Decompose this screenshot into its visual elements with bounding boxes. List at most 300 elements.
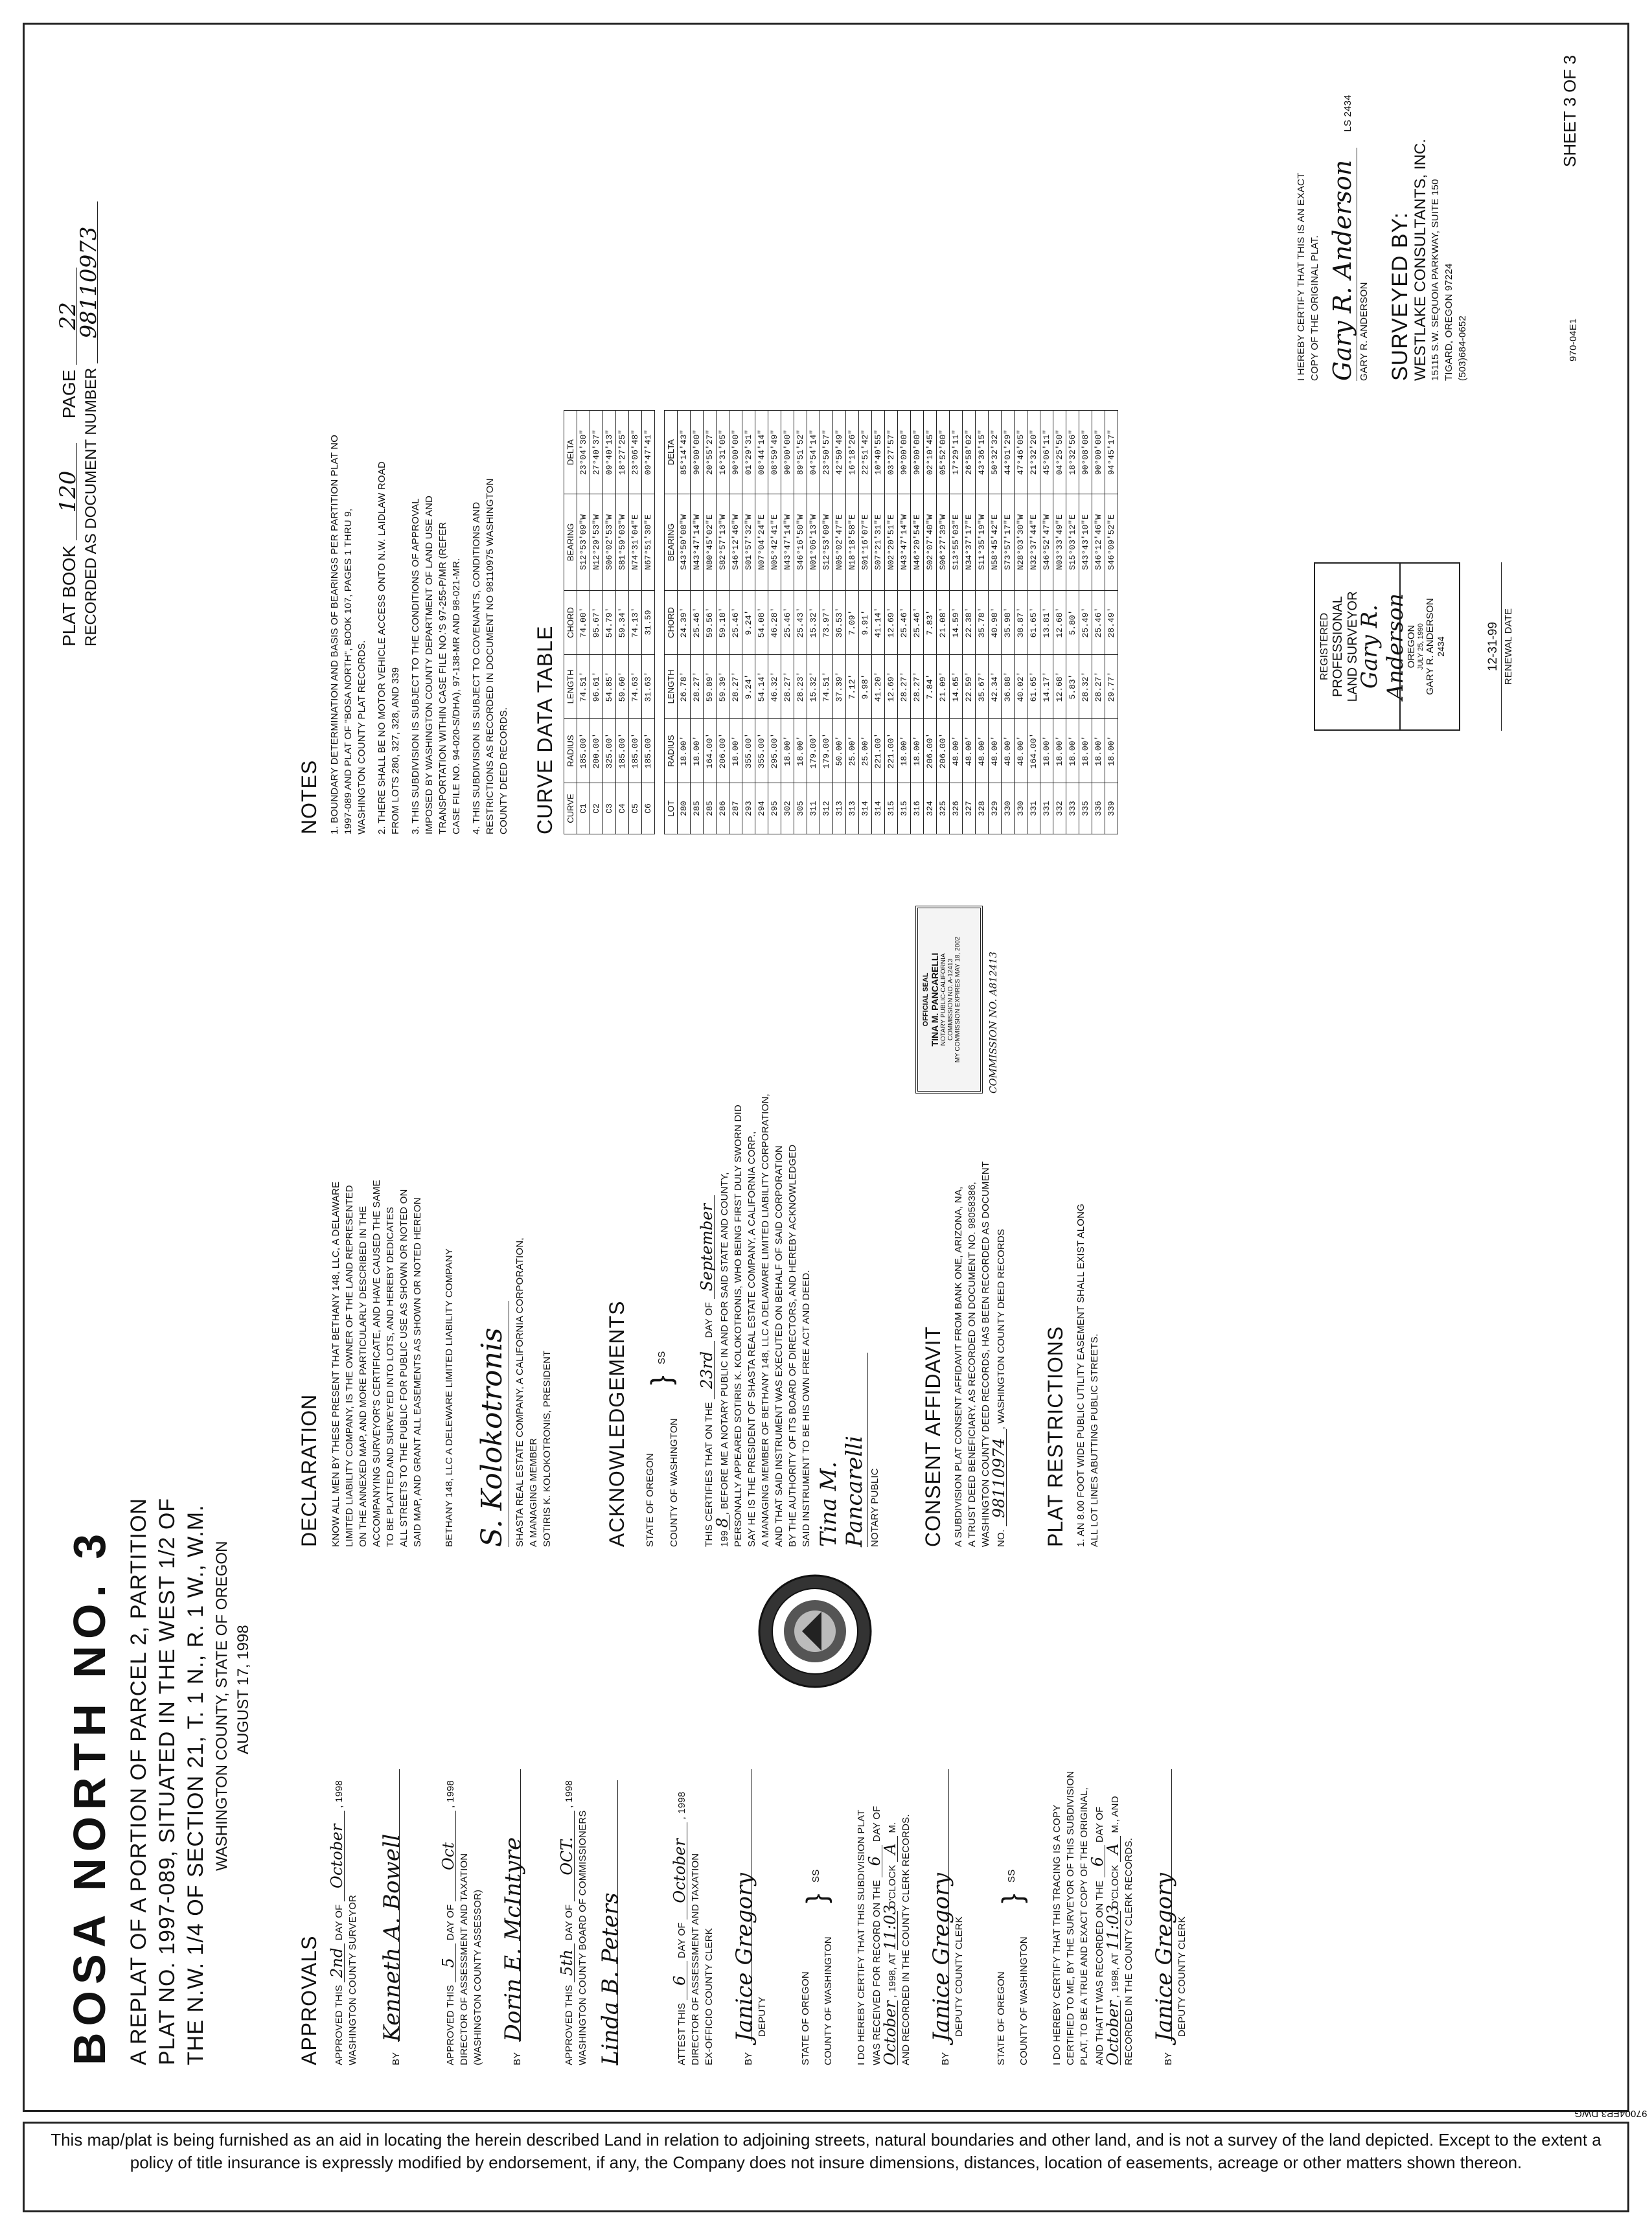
lot-row bbox=[717, 411, 729, 834]
table-cell: 18.00' bbox=[898, 719, 911, 783]
table-cell: 40.02' bbox=[1015, 655, 1027, 719]
table-cell: 59.60' bbox=[616, 655, 629, 719]
table-cell: C6 bbox=[642, 783, 655, 834]
lot-row bbox=[1105, 411, 1118, 834]
table-cell: 04°25'50" bbox=[1053, 411, 1066, 494]
surveyed-by-label: SURVEYED BY: bbox=[1388, 212, 1412, 381]
lot-row bbox=[1079, 411, 1092, 834]
table-cell: 48.00' bbox=[1015, 719, 1027, 783]
table-cell: 44°01'29" bbox=[1002, 411, 1015, 494]
attest-day: 6 bbox=[673, 1961, 687, 2000]
table-cell: S73°57'17"E bbox=[1002, 494, 1015, 591]
table-cell: 331 bbox=[1040, 783, 1053, 834]
attest-deputy: DEPUTY bbox=[757, 1996, 768, 2037]
table-cell: 61.65' bbox=[1027, 655, 1040, 719]
table-cell: 90°00'00" bbox=[781, 411, 794, 494]
county-1: COUNTY OF WASHINGTON bbox=[823, 1936, 834, 2065]
table-cell: 89°51'52" bbox=[794, 411, 807, 494]
title-county: WASHINGTON COUNTY, STATE OF OREGON bbox=[213, 1541, 231, 1871]
table-cell: 45°06'11" bbox=[1040, 411, 1053, 494]
table-cell: 25.49' bbox=[1079, 591, 1092, 655]
table-cell: 09°47'41" bbox=[642, 411, 655, 494]
table-cell: 16°31'05" bbox=[717, 411, 729, 494]
table-cell: 38.87' bbox=[1015, 591, 1027, 655]
approval-2-year: , 1998 bbox=[445, 1780, 456, 1808]
cert-2-line-5c: M., AND bbox=[1110, 1796, 1121, 1833]
state-2: STATE OF OREGON bbox=[996, 1971, 1007, 2065]
table-cell: 15.32' bbox=[807, 655, 820, 719]
title-line-3: THE N.W. 1/4 OF SECTION 21, T. 1 N., R. 1 W., W.M. bbox=[183, 1504, 208, 2065]
table-cell: 28.27' bbox=[1092, 655, 1105, 719]
attest-title-1: DIRECTOR OF ASSESSMENT AND TAXATION bbox=[690, 1853, 701, 2065]
table-cell: 36.53' bbox=[833, 591, 846, 655]
curve-rows bbox=[577, 411, 655, 834]
table-cell: 314 bbox=[872, 783, 885, 834]
stamp-name: GARY R. ANDERSON bbox=[1425, 598, 1436, 695]
table-cell: 13.81' bbox=[1040, 591, 1053, 655]
cert-1-month: October bbox=[881, 2000, 899, 2065]
table-cell: 312 bbox=[820, 783, 833, 834]
approval-1-month: October bbox=[330, 1811, 345, 1901]
surveyor-cert-line-1: I HEREBY CERTIFY THAT THIS IS AN EXACT bbox=[1296, 172, 1307, 381]
cert-1-time: 11:03 bbox=[881, 1905, 899, 1951]
surveyor-address-2: TIGARD, OREGON 97224 bbox=[1443, 263, 1454, 381]
table-cell: 28.27' bbox=[781, 655, 794, 719]
table-cell: 20°55'27" bbox=[704, 411, 717, 494]
table-cell: N43°47'14"W bbox=[898, 494, 911, 591]
curve-row bbox=[642, 411, 655, 834]
table-cell: 31.59 bbox=[642, 591, 655, 655]
table-cell: 339 bbox=[1105, 783, 1118, 834]
lot-table-header bbox=[665, 411, 678, 834]
table-cell: 295.00' bbox=[768, 719, 781, 783]
table-cell: 10°40'55" bbox=[872, 411, 885, 494]
page-value: 22 bbox=[60, 268, 77, 365]
declaration-line: ACCOMPANYING SURVEYOR'S CERTIFICATE, AND HAVE CAUSED THE SAME bbox=[371, 1180, 382, 1547]
table-cell: 12.69' bbox=[885, 655, 898, 719]
seal-line-5: MY COMMISSION EXPIRES MAY 18, 2002 bbox=[954, 936, 961, 1063]
table-cell: 43°36'15" bbox=[976, 411, 989, 494]
curve-row bbox=[629, 411, 642, 834]
cert-2-line-6: RECORDED IN THE COUNTY CLERK RECORDS. bbox=[1123, 1837, 1134, 2065]
table-cell: C3 bbox=[603, 783, 616, 834]
lot-row bbox=[1066, 411, 1079, 834]
approval-3-month: OCT. bbox=[560, 1811, 575, 1901]
approval-3-title: WASHINGTON COUNTY BOARD OF COMMISSIONERS bbox=[577, 1810, 588, 2065]
table-cell: 74.00' bbox=[577, 591, 590, 655]
table-cell: 54.14' bbox=[755, 655, 768, 719]
ack-line: SAID INSTRUMENT TO BE HIS OWN FREE ACT AND DEED. bbox=[801, 1270, 812, 1547]
approval-1-signature: Kenneth A. Bowell bbox=[385, 1769, 400, 2041]
stamp-line-2: PROFESSIONAL bbox=[1331, 596, 1345, 697]
recorded-label: RECORDED AS DOCUMENT NUMBER bbox=[82, 367, 100, 647]
table-cell: 04°54'14" bbox=[807, 411, 820, 494]
attest-text: ATTEST THIS bbox=[676, 2002, 687, 2065]
table-cell: 18.00' bbox=[911, 719, 924, 783]
table-cell: S01°57'32"W bbox=[742, 494, 755, 591]
table-cell: S43°43'10"E bbox=[1079, 494, 1092, 591]
table-cell: 21.09' bbox=[937, 655, 950, 719]
table-cell: 25.43' bbox=[794, 591, 807, 655]
note-line: FROM LOTS 280, 327, 328, AND 339 bbox=[390, 667, 401, 834]
table-cell: 48.00' bbox=[1002, 719, 1015, 783]
table-cell: 48.00' bbox=[950, 719, 963, 783]
table-cell: 18.00' bbox=[781, 719, 794, 783]
title-line-1: A REPLAT OF A PORTION OF PARCEL 2, PARTITION bbox=[126, 1498, 151, 2065]
table-cell: N43°47'14"W bbox=[781, 494, 794, 591]
table-cell: 90°00'00" bbox=[729, 411, 742, 494]
notary-stamp bbox=[915, 906, 983, 1094]
note-line: 1997-089 AND PLAT OF "BOSA NORTH", BOOK 107, PAGES 1 THRU 9, bbox=[343, 508, 354, 834]
restrictions-heading: PLAT RESTRICTIONS bbox=[1044, 1325, 1067, 1547]
lot-row bbox=[1092, 411, 1105, 834]
surveyor-stamp-lower bbox=[1399, 562, 1460, 731]
brace-1: } bbox=[801, 1894, 832, 1903]
table-cell: 27°40'37" bbox=[590, 411, 603, 494]
declaration-line: TO BE PLATTED AND SURVEYED INTO LOTS, AND HEREBY DEDICATES bbox=[385, 1206, 396, 1547]
restriction-line-2: ALL LOT LINES ABUTTING PUBLIC STREETS. bbox=[1089, 1333, 1100, 1547]
renewal-date-value: 12-31-99 bbox=[1485, 562, 1502, 731]
lot-row bbox=[742, 411, 755, 834]
table-cell: 17°29'11" bbox=[950, 411, 963, 494]
table-cell: 325.00' bbox=[603, 719, 616, 783]
table-cell: 287 bbox=[729, 783, 742, 834]
cert-1-line-4: AND RECORDED IN THE COUNTY CLERK RECORDS. bbox=[901, 1814, 912, 2065]
col-curve: CURVE bbox=[564, 783, 577, 834]
table-cell: S46°16'50"W bbox=[794, 494, 807, 591]
curve-row bbox=[616, 411, 629, 834]
table-cell: N28°03'30"W bbox=[1015, 494, 1027, 591]
col-delta: DELTA bbox=[564, 411, 577, 494]
table-cell: 23°50'57" bbox=[820, 411, 833, 494]
table-cell: S02°07'40"W bbox=[924, 494, 937, 591]
cert-2-line-4a: AND THAT IT WAS RECORDED ON THE bbox=[1094, 1880, 1105, 2065]
ack-line: SAY HE IS THE PRESIDENT OF SHASTA REAL ESTATE COMPANY, A CALIFORNIA CORP., bbox=[746, 1131, 757, 1547]
table-cell: 37.39' bbox=[833, 655, 846, 719]
approval-2-title-2: (WASHINGTON COUNTY ASSESSOR) bbox=[472, 1889, 483, 2065]
table-cell: 16°18'26" bbox=[846, 411, 859, 494]
table-cell: 73.97' bbox=[820, 591, 833, 655]
lot-row bbox=[807, 411, 820, 834]
surveyor-phone: (503)684-0652 bbox=[1457, 315, 1468, 381]
surveyor-signature: Gary R. Anderson bbox=[1328, 148, 1357, 381]
cert-2-line-4b: DAY OF bbox=[1094, 1806, 1105, 1843]
table-cell: 50°32'32" bbox=[989, 411, 1002, 494]
table-cell: 179.00' bbox=[807, 719, 820, 783]
table-cell: S06°02'53"W bbox=[603, 494, 616, 591]
table-cell: 54.79' bbox=[603, 591, 616, 655]
table-cell: 74.13' bbox=[629, 591, 642, 655]
lot-row bbox=[950, 411, 963, 834]
table-cell: 25.46' bbox=[1092, 591, 1105, 655]
notes-heading: NOTES bbox=[297, 759, 321, 834]
table-cell: 185.00' bbox=[629, 719, 642, 783]
table-cell: 40.98' bbox=[989, 591, 1002, 655]
title-line-2: PLAT NO. 1997-089, SITUATED IN THE WEST 1/2 OF bbox=[155, 1497, 179, 2065]
col-bearing: BEARING bbox=[665, 494, 678, 591]
table-cell: 164.00' bbox=[704, 719, 717, 783]
stamp-line-3: LAND SURVEYOR bbox=[1346, 591, 1360, 702]
consent-line-4a: NO. bbox=[996, 1529, 1007, 1547]
table-cell: 08°44'14" bbox=[755, 411, 768, 494]
lot-row bbox=[976, 411, 989, 834]
table-cell: 7.09' bbox=[846, 591, 859, 655]
table-cell: 12.69' bbox=[885, 591, 898, 655]
ack-year: 8 bbox=[716, 1515, 730, 1530]
ack-line-1b: DAY OF bbox=[704, 1301, 715, 1338]
table-cell: 5.83' bbox=[1066, 655, 1079, 719]
surveyor-certification bbox=[1294, 57, 1469, 381]
table-cell: 336 bbox=[1092, 783, 1105, 834]
table-cell: S11°35'19"W bbox=[976, 494, 989, 591]
table-cell: 02°10'45" bbox=[924, 411, 937, 494]
table-cell: 313 bbox=[846, 783, 859, 834]
table-cell: 90°00'00" bbox=[911, 411, 924, 494]
table-cell: 31.63' bbox=[642, 655, 655, 719]
lot-row bbox=[794, 411, 807, 834]
lot-row bbox=[691, 411, 704, 834]
table-cell: S46°09'52"E bbox=[1105, 494, 1118, 591]
cert-2-month: October bbox=[1104, 2000, 1122, 2065]
table-cell: 23°06'48" bbox=[629, 411, 642, 494]
lot-rows bbox=[678, 411, 1118, 834]
approval-3-year: , 1998 bbox=[564, 1780, 575, 1808]
approval-3-signature: Linda B. Peters bbox=[604, 1780, 618, 2065]
ack-line: BY THE AUTHORITY OF ITS BOARD OF DIRECTORS, AND HEREBY ACKNOWLEDGED bbox=[787, 1144, 798, 1547]
lot-row bbox=[704, 411, 717, 834]
table-cell: 59.39' bbox=[717, 655, 729, 719]
table-cell: 18.00' bbox=[1092, 719, 1105, 783]
table-cell: 314 bbox=[859, 783, 872, 834]
table-cell: 22.38' bbox=[963, 591, 976, 655]
ack-line: A MANAGING MEMBER OF BETHANY 148, LLC A DELAWARE LIMITED LIABILITY CORPORATION, bbox=[760, 1094, 771, 1547]
plat-book-value: 120 bbox=[60, 443, 77, 540]
table-cell: N74°31'04"E bbox=[629, 494, 642, 591]
table-cell: 41.20' bbox=[872, 655, 885, 719]
col-radius: RADIUS bbox=[665, 719, 678, 783]
plat-sheet bbox=[23, 23, 1629, 2112]
table-cell: 293 bbox=[742, 783, 755, 834]
table-cell: 59.89' bbox=[704, 655, 717, 719]
table-cell: 74.51' bbox=[820, 655, 833, 719]
table-cell: S12°53'09"W bbox=[577, 494, 590, 591]
table-cell: N80°45'02"E bbox=[704, 494, 717, 591]
ack-brace: } bbox=[645, 1375, 677, 1385]
declaration-line: SAID MAP, AND GRANT ALL EASEMENTS AS SHOWN OR NOTED HEREON bbox=[412, 1197, 423, 1547]
ack-line-1a: THIS CERTIFIES THAT ON THE bbox=[704, 1402, 715, 1547]
table-cell: 330 bbox=[1015, 783, 1027, 834]
note-line: WASHINGTON COUNTY PLAT RECORDS. bbox=[356, 640, 367, 834]
table-cell: 95.67' bbox=[590, 591, 603, 655]
table-cell: N07°04'24"E bbox=[755, 494, 768, 591]
cert-2-oclock: O'CLOCK bbox=[1110, 1864, 1121, 1908]
table-cell: 41.14' bbox=[872, 591, 885, 655]
table-cell: S13°55'03"E bbox=[950, 494, 963, 591]
table-cell: 90°00'00" bbox=[691, 411, 704, 494]
col-radius: RADIUS bbox=[564, 719, 577, 783]
table-cell: 48.00' bbox=[963, 719, 976, 783]
cert-2-signature: Janice Gregory bbox=[1158, 1769, 1172, 2041]
table-cell: 28.49' bbox=[1105, 591, 1118, 655]
cert-2-line-5a: , 1998, AT bbox=[1110, 1953, 1121, 1998]
table-cell: 206.00' bbox=[937, 719, 950, 783]
note-line: 3. THIS SUBDIVISION IS SUBJECT TO THE CONDITIONS OF APPROVAL bbox=[410, 498, 421, 834]
table-cell: 330 bbox=[1002, 783, 1015, 834]
renewal-date-label: RENEWAL DATE bbox=[1503, 608, 1514, 685]
declaration-line: KNOW ALL MEN BY THESE PRESENT THAT BETHANY 148, LLC, A DELAWARE bbox=[330, 1181, 341, 1547]
table-cell: 18.00' bbox=[1066, 719, 1079, 783]
declaration-line: ON THE ANNEXED MAP, AND MORE PARTICULARLY DESCRIBED IN THE bbox=[358, 1206, 369, 1547]
approval-1-text: APPROVED THIS bbox=[334, 1984, 345, 2065]
ss-2: SS bbox=[1006, 1869, 1017, 1883]
surveyor-address-1: 15115 S.W. SEQUOIA PARKWAY, SUITE 150 bbox=[1430, 179, 1441, 381]
cert-1-line-2b: DAY OF bbox=[871, 1805, 882, 1842]
curve-table-heading: CURVE DATA TABLE bbox=[533, 625, 556, 834]
table-cell: 50.00' bbox=[833, 719, 846, 783]
table-cell: S82°57'13"W bbox=[717, 494, 729, 591]
table-cell: 90°00'00" bbox=[1092, 411, 1105, 494]
table-cell: 18.00' bbox=[678, 719, 691, 783]
lot-row bbox=[781, 411, 794, 834]
attest-by: BY bbox=[743, 2052, 754, 2065]
lot-row bbox=[846, 411, 859, 834]
table-cell: 35.67' bbox=[976, 655, 989, 719]
table-cell: 164.00' bbox=[1027, 719, 1040, 783]
sheet-number: SHEET 3 OF 3 bbox=[1560, 55, 1579, 167]
surveyor-firm: WESTLAKE CONSULTANTS, INC. bbox=[1412, 139, 1429, 381]
table-cell: 26.78' bbox=[678, 655, 691, 719]
lot-row bbox=[885, 411, 898, 834]
approval-1-title: WASHINGTON COUNTY SURVEYOR bbox=[347, 1894, 358, 2065]
cert-2-line-2: CERTIFIED TO ME, BY THE SURVEYOR OF THIS SUBDIVISION bbox=[1065, 1771, 1076, 2065]
table-cell: 328 bbox=[976, 783, 989, 834]
lot-row bbox=[678, 411, 691, 834]
lot-curve-table bbox=[664, 410, 1118, 834]
approval-1-day: 2nd bbox=[330, 1943, 345, 1982]
table-cell: 28.27' bbox=[911, 655, 924, 719]
notary-signature: Tina M. Pancarelli bbox=[816, 1353, 868, 1547]
stamp-line-1: REGISTERED bbox=[1319, 613, 1330, 681]
table-cell: N32°37'44"E bbox=[1027, 494, 1040, 591]
table-cell: 85°14'43" bbox=[678, 411, 691, 494]
approval-1-of: DAY OF bbox=[334, 1904, 345, 1941]
table-cell: 18.00' bbox=[729, 719, 742, 783]
table-cell: 59.56' bbox=[704, 591, 717, 655]
note-line: CASE FILE NO. 94-020-S/DHA), 97-138-MR AND 98-021-MR. bbox=[451, 558, 462, 834]
table-cell: 25.46' bbox=[898, 591, 911, 655]
ack-month: September bbox=[700, 1195, 715, 1299]
attest-month: October bbox=[673, 1822, 687, 1920]
title-date: AUGUST 17, 1998 bbox=[235, 1625, 252, 1754]
approval-3-of: DAY OF bbox=[564, 1904, 575, 1941]
table-cell: 74.51' bbox=[577, 655, 590, 719]
attest-title-2: EX-OFFICIO COUNTY CLERK bbox=[704, 1928, 715, 2065]
table-cell: S07°21'31"E bbox=[872, 494, 885, 591]
lot-row bbox=[1053, 411, 1066, 834]
table-cell: 36.88' bbox=[1002, 655, 1015, 719]
table-cell: 35.78' bbox=[976, 591, 989, 655]
table-cell: 9.24' bbox=[742, 591, 755, 655]
lot-row bbox=[872, 411, 885, 834]
table-cell: S81°59'03"W bbox=[616, 494, 629, 591]
table-cell: 302 bbox=[781, 783, 794, 834]
cert-2-ampm: A bbox=[1107, 1836, 1121, 1862]
cert-2-title: DEPUTY COUNTY CLERK bbox=[1176, 1916, 1187, 2037]
table-cell: 324 bbox=[924, 783, 937, 834]
table-cell: S46°52'47"W bbox=[1040, 494, 1053, 591]
table-cell: S01°16'07"E bbox=[859, 494, 872, 591]
table-cell: N43°47'14"W bbox=[691, 494, 704, 591]
table-cell: 280 bbox=[678, 783, 691, 834]
table-cell: 206.00' bbox=[924, 719, 937, 783]
cert-1-line-3b: , 1998, AT bbox=[887, 1953, 898, 1998]
approval-2-of: DAY OF bbox=[445, 1904, 456, 1941]
table-cell: 35.98' bbox=[1002, 591, 1015, 655]
state-1: STATE OF OREGON bbox=[800, 1971, 811, 2065]
cert-2-line-1: I DO HEREBY CERTIFY THAT THIS TRACING IS A COPY bbox=[1051, 1804, 1062, 2065]
table-cell: 47°46'05" bbox=[1015, 411, 1027, 494]
table-cell: 05°52'00" bbox=[937, 411, 950, 494]
table-cell: 14.65' bbox=[950, 655, 963, 719]
cert-1-line-1: I DO HEREBY CERTIFY THAT THIS SUBDIVISION PLAT bbox=[856, 1809, 867, 2065]
table-cell: 206.00' bbox=[717, 719, 729, 783]
cert-2-line-3: PLAT, TO BE A TRUE AND EXACT COPY OF THE ORIGINAL, bbox=[1079, 1787, 1090, 2065]
table-cell: 48.00' bbox=[989, 719, 1002, 783]
notary-label: NOTARY PUBLIC bbox=[869, 1468, 880, 1547]
col-chord: CHORD bbox=[564, 591, 577, 655]
stamp-state: OREGON bbox=[1406, 625, 1417, 669]
table-cell: 185.00' bbox=[642, 719, 655, 783]
table-cell: 5.80' bbox=[1066, 591, 1079, 655]
table-cell: N02°20'51"E bbox=[885, 494, 898, 591]
col-lot: LOT bbox=[665, 783, 678, 834]
table-cell: N34°37'17"E bbox=[963, 494, 976, 591]
table-cell: 15.32' bbox=[807, 591, 820, 655]
disclaimer-text: This map/plat is being furnished as an aid in locating the herein described Land in relation to adjoining streets, natural boundaries and other land, and is not a survey of the land depicted. Except to the extent a policy of title insurance is expressly modified by endorsement, if any, the Company does not insure dimensions, distances, location of easements, acreage or other matters shown thereon. bbox=[51, 2130, 1601, 2172]
table-cell: 28.27' bbox=[898, 655, 911, 719]
table-cell: C1 bbox=[577, 783, 590, 834]
curve-row bbox=[603, 411, 616, 834]
table-cell: 18.00' bbox=[1053, 719, 1066, 783]
consent-document-number: 98110974 bbox=[992, 1429, 1007, 1526]
ss-1: SS bbox=[810, 1869, 821, 1883]
table-cell: 54.85' bbox=[603, 655, 616, 719]
cert-2-day: 6 bbox=[1091, 1846, 1105, 1878]
table-cell: 335 bbox=[1079, 783, 1092, 834]
page-label: PAGE bbox=[59, 369, 79, 419]
table-cell: 21°32'20" bbox=[1027, 411, 1040, 494]
declaration-president: SOTIRIS K. KOLOKOTRONIS, PRESIDENT bbox=[542, 1350, 553, 1547]
table-cell: 221.00' bbox=[885, 719, 898, 783]
table-cell: 96.61' bbox=[590, 655, 603, 719]
county-seal bbox=[757, 1573, 873, 1690]
document-number: 98110973 bbox=[81, 201, 98, 363]
table-cell: 26°58'02" bbox=[963, 411, 976, 494]
table-cell: 311 bbox=[807, 783, 820, 834]
table-cell: 09°40'13" bbox=[603, 411, 616, 494]
note-line: 1. BOUNDARY DETERMINATION AND BASIS OF BEARINGS PER PARTITION PLAT NO bbox=[329, 435, 340, 834]
table-cell: 9.91' bbox=[859, 591, 872, 655]
table-cell: 294 bbox=[755, 783, 768, 834]
table-cell: 316 bbox=[911, 783, 924, 834]
title-block bbox=[63, 1094, 251, 2065]
seal-line-3: NOTARY PUBLIC-CALIFORNIA bbox=[940, 953, 947, 1046]
table-cell: 200.00' bbox=[590, 719, 603, 783]
table-cell: 327 bbox=[963, 783, 976, 834]
table-cell: 46.32' bbox=[768, 655, 781, 719]
table-cell: 42.34' bbox=[989, 655, 1002, 719]
table-cell: 48.00' bbox=[976, 719, 989, 783]
